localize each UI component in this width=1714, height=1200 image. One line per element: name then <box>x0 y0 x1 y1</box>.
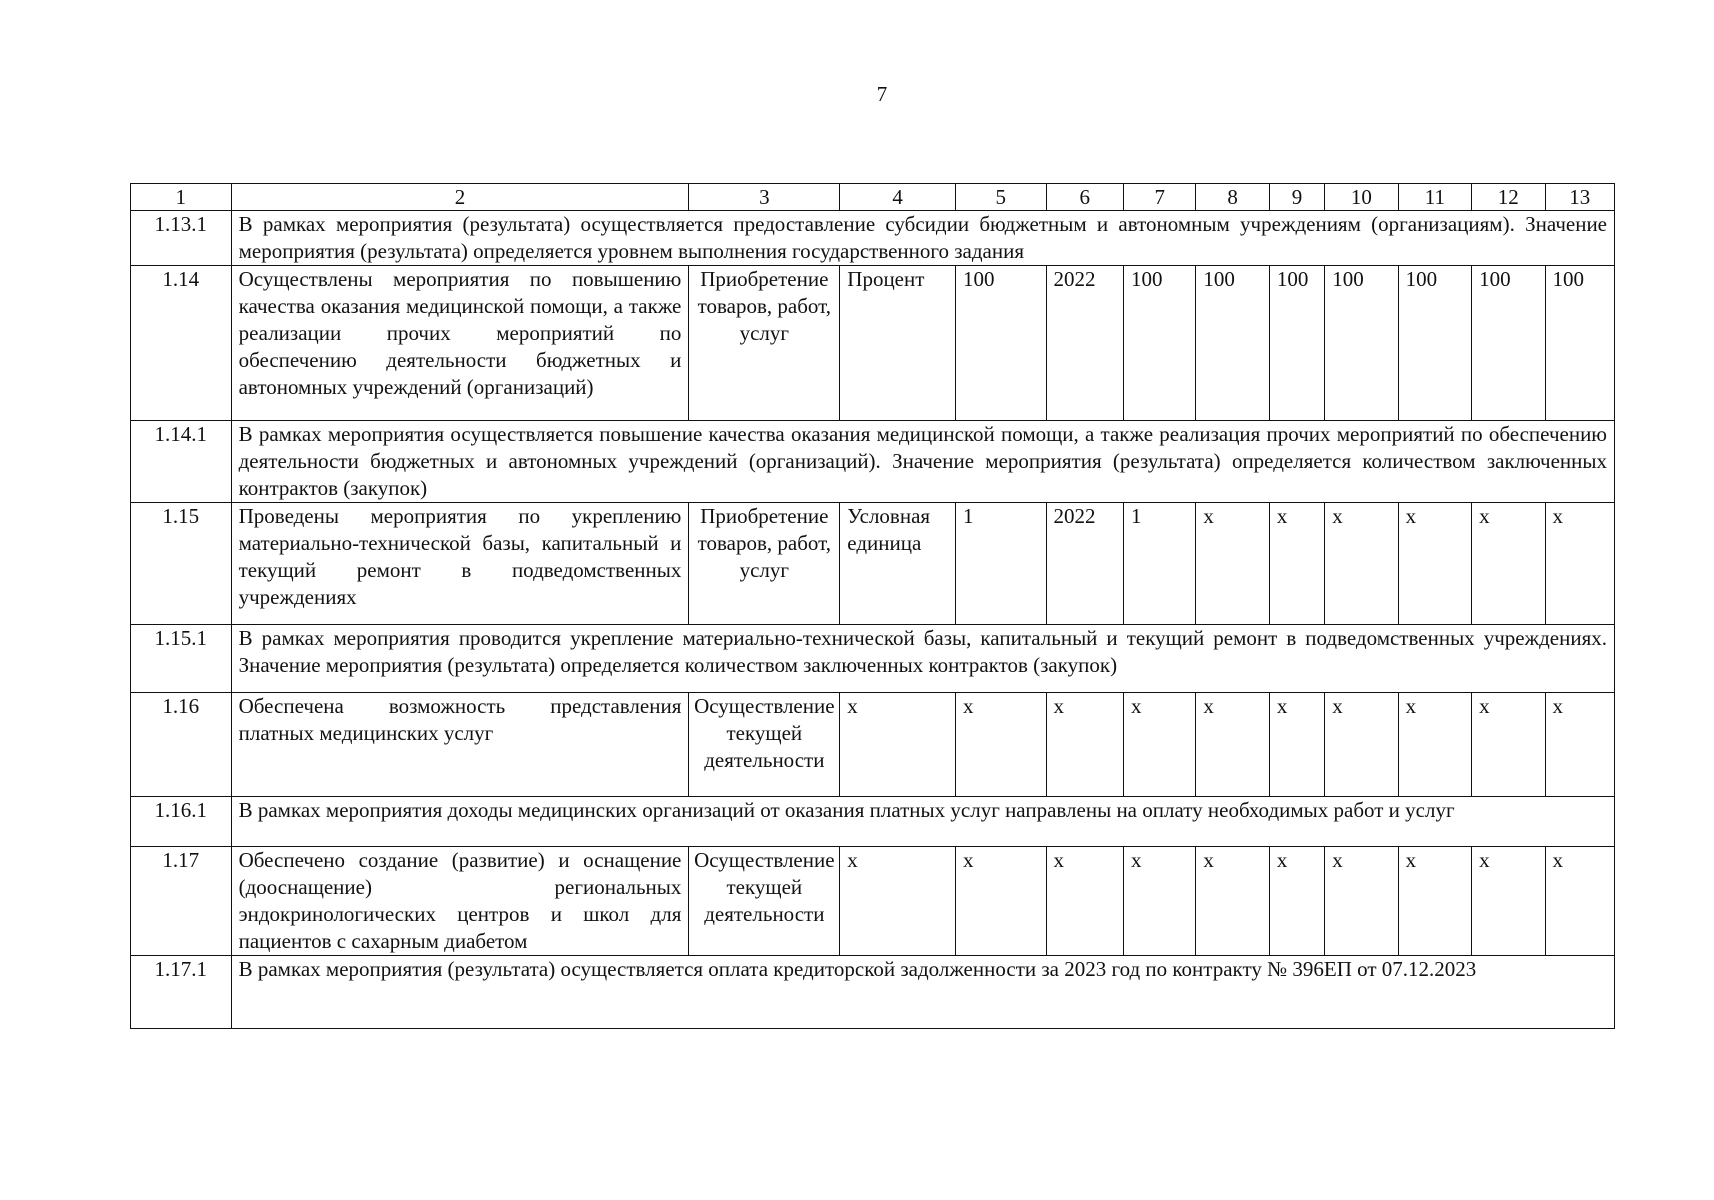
value-cell: x <box>1398 693 1471 797</box>
row-number: 1.17.1 <box>131 956 232 1029</box>
value-cell: 100 <box>1472 266 1545 421</box>
measure-type: Приобретение товаров, работ, услуг <box>689 503 840 625</box>
value-cell: 100 <box>955 266 1046 421</box>
description-row <box>131 421 1615 503</box>
measure-type: Осуществление текущей деятельности <box>689 847 840 956</box>
page-number: 7 <box>876 82 888 106</box>
value-cell: x <box>1398 847 1471 956</box>
value-cell: x <box>955 847 1046 956</box>
description-row <box>131 956 1615 1029</box>
row-number: 1.16 <box>131 693 232 797</box>
header-cell: 9 <box>1269 184 1324 211</box>
value-cell: 100 <box>1123 266 1195 421</box>
row-number: 1.17 <box>131 847 232 956</box>
row-description: В рамках мероприятия проводится укрепление материально-технической базы, капитальный и текущий ремонт в подведомственных учреждениях. Значение мероприятия (результата) определяется количеством заключенных контрактов (закупок) <box>231 625 1614 693</box>
unit-cell: Условная единица <box>840 503 956 625</box>
value-cell: x <box>1472 693 1545 797</box>
description-row <box>131 625 1615 693</box>
value-cell: 100 <box>1545 266 1615 421</box>
row-description: В рамках мероприятия доходы медицинских организаций от оказания платных услуг направлены на оплату необходимых работ и услуг <box>231 797 1614 847</box>
value-cell: x <box>1123 693 1195 797</box>
table-body <box>131 184 1615 1029</box>
description-row <box>131 211 1615 266</box>
row-number: 1.13.1 <box>131 211 232 266</box>
value-cell: 100 <box>1196 266 1269 421</box>
header-cell: 2 <box>231 184 689 211</box>
value-cell: 2022 <box>1046 266 1123 421</box>
row-number: 1.16.1 <box>131 797 232 847</box>
value-cell: x <box>1325 847 1398 956</box>
measure-row <box>131 693 1615 797</box>
unit-cell: Процент <box>840 266 956 421</box>
description-row <box>131 797 1615 847</box>
value-cell: x <box>1398 503 1471 625</box>
value-cell: x <box>1325 693 1398 797</box>
measure-name: Проведены мероприятия по укреплению материально-технической базы, капитальный и текущий ремонт в подведомственных учреждениях <box>231 503 689 625</box>
measure-type: Осуществление текущей деятельности <box>689 693 840 797</box>
header-cell: 12 <box>1472 184 1545 211</box>
measure-name: Осуществлены мероприятия по повышению качества оказания медицинской помощи, а также реализации прочих мероприятий по обеспечению деятельности бюджетных и автономных учреждений (организаций) <box>231 266 689 421</box>
row-description: В рамках мероприятия (результата) осуществляется предоставление субсидии бюджетным и автономным учреждениям (организациям). Значение мероприятия (результата) определяется уровнем выполнения государственного задания <box>231 211 1614 266</box>
header-cell: 10 <box>1325 184 1398 211</box>
value-cell: 2022 <box>1046 503 1123 625</box>
unit-cell: x <box>840 847 956 956</box>
value-cell: x <box>1196 847 1269 956</box>
header-cell: 8 <box>1196 184 1269 211</box>
row-description: В рамках мероприятия осуществляется повышение качества оказания медицинской помощи, а также реализация прочих мероприятий по обеспечению деятельности бюджетных и автономных учреждений (организаций). Значение мероприятия (результата) определяется количеством заключенных контрактов (закупок) <box>231 421 1614 503</box>
value-cell: x <box>1472 503 1545 625</box>
header-cell: 5 <box>955 184 1046 211</box>
value-cell: x <box>1325 503 1398 625</box>
row-number: 1.14 <box>131 266 232 421</box>
value-cell: x <box>1046 847 1123 956</box>
header-row <box>131 184 1615 211</box>
measure-row <box>131 847 1615 956</box>
value-cell: x <box>1545 847 1615 956</box>
row-number: 1.14.1 <box>131 421 232 503</box>
header-cell: 7 <box>1123 184 1195 211</box>
value-cell: x <box>1046 693 1123 797</box>
value-cell: x <box>955 693 1046 797</box>
header-cell: 13 <box>1545 184 1615 211</box>
header-cell: 1 <box>131 184 232 211</box>
unit-cell: x <box>840 693 956 797</box>
value-cell: 100 <box>1325 266 1398 421</box>
measure-name: Обеспечена возможность представления платных медицинских услуг <box>231 693 689 797</box>
header-cell: 11 <box>1398 184 1471 211</box>
measure-name: Обеспечено создание (развитие) и оснащение (дооснащение) региональных эндокринологических центров и школ для пациентов с сахарным диабетом <box>231 847 689 956</box>
header-cell: 3 <box>689 184 840 211</box>
value-cell: x <box>1545 693 1615 797</box>
measure-row <box>131 266 1615 421</box>
value-cell: x <box>1196 693 1269 797</box>
value-cell: x <box>1472 847 1545 956</box>
measure-row <box>131 503 1615 625</box>
row-description: В рамках мероприятия (результата) осуществляется оплата кредиторской задолженности за 2023 год по контракту № 396ЕП от 07.12.2023 <box>231 956 1614 1029</box>
measure-type: Приобретение товаров, работ, услуг <box>689 266 840 421</box>
measures-table <box>130 183 1615 1029</box>
value-cell: x <box>1269 693 1324 797</box>
row-number: 1.15.1 <box>131 625 232 693</box>
value-cell: 100 <box>1269 266 1324 421</box>
value-cell: x <box>1269 503 1324 625</box>
value-cell: x <box>1196 503 1269 625</box>
value-cell: x <box>1545 503 1615 625</box>
header-cell: 4 <box>840 184 956 211</box>
value-cell: 1 <box>955 503 1046 625</box>
value-cell: x <box>1123 847 1195 956</box>
header-cell: 6 <box>1046 184 1123 211</box>
value-cell: x <box>1269 847 1324 956</box>
value-cell: 1 <box>1123 503 1195 625</box>
value-cell: 100 <box>1398 266 1471 421</box>
row-number: 1.15 <box>131 503 232 625</box>
